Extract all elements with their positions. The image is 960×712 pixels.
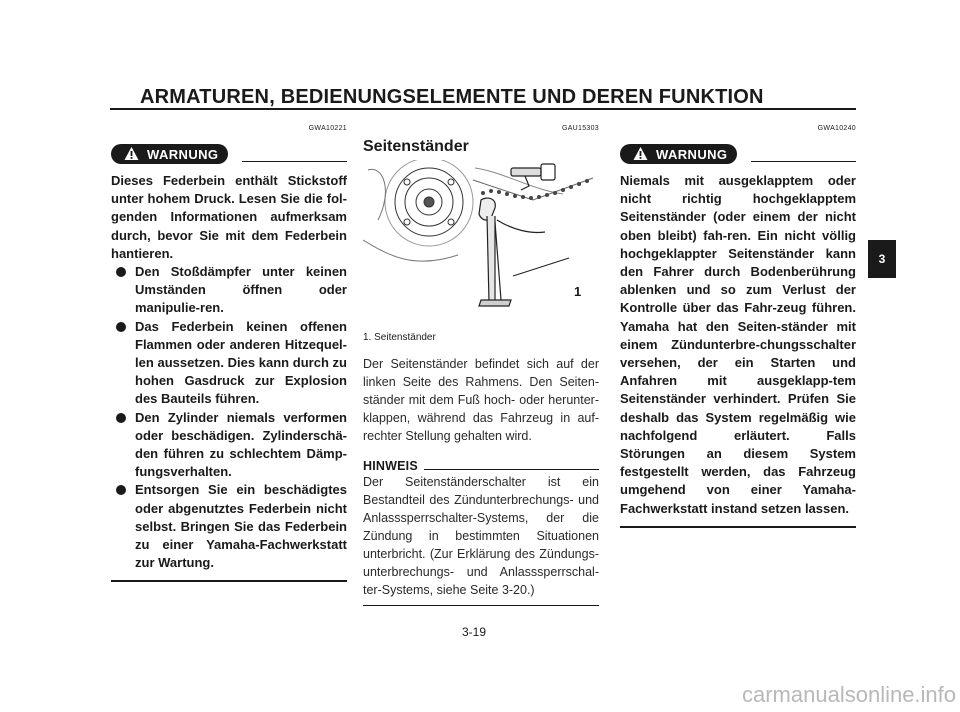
list-item — [111, 409, 347, 482]
warning-triangle-icon — [633, 146, 648, 161]
warning-label: WARNUNG — [147, 146, 219, 162]
list-item-text: Das Federbein keinen offenen Flammen oder anderen Hitzequel-len aussetzen. Dies kann durch zu hohen Gasdruck zur Explosion des Bauteils führen. — [135, 318, 347, 407]
warning-heading — [620, 144, 856, 164]
warning-bullet-list — [111, 263, 347, 572]
list-item-text: Den Stoßdämpfer unter keinen Umständen öffnen oder manipulie-ren. — [135, 264, 347, 316]
list-item — [111, 263, 347, 318]
warning-label: WARNUNG — [656, 146, 728, 162]
section-title: Seitenständer — [363, 138, 469, 155]
warning-end-rule — [620, 526, 856, 528]
note-text: Der Seitenständerschalter ist ein Bestandteil des Zündunterbrechungs- und Anlasssperrschalter-Systems, der die Zündung in bestimmten Situationen unterbricht. (Zur Erklärung des Zündungs-unterbrechungs- und Anlasssperrschal-ter-Systems, siehe Seite 3-20.) — [363, 475, 599, 597]
warning-badge — [111, 144, 228, 164]
warning-heading-rule — [751, 161, 856, 162]
list-item-text: Entsorgen Sie ein beschädigtes oder abgenutztes Federbein nicht selbst. Bringen Sie das Federbein zu einer Yamaha-Fachwerkstatt zur Wartung. — [135, 482, 347, 571]
list-item — [111, 481, 347, 572]
list-item-text: Den Zylinder niemals verformen oder beschädigen. Zylinderschä-den führen zu schlechtem Dämp-fungsverhalten. — [135, 409, 347, 480]
warning-end-rule — [111, 580, 347, 582]
column-left-warning — [111, 124, 347, 582]
bullet-dot-icon — [116, 413, 126, 423]
note-heading — [363, 459, 599, 473]
section-body-text: Der Seitenständer befindet sich auf der linken Seite des Rahmens. Den Seiten-ständer mit dem Fuß hoch- oder herunter-klappen, während das Fahrzeug in auf-rechter Stellung gehalten wird. — [363, 357, 599, 443]
watermark: carmanualsonline.info — [742, 682, 957, 707]
column-middle-side-stand — [363, 124, 599, 606]
page-header-title: ARMATUREN, BEDIENUNGSELEMENTE UND DEREN FUNKTION — [140, 86, 764, 108]
side-stand-illustration — [363, 160, 599, 326]
reference-code: GWA10240 — [817, 125, 856, 132]
list-item — [111, 318, 347, 409]
warning-triangle-icon — [124, 146, 139, 161]
page-number: 3-19 — [462, 625, 487, 639]
warning-heading — [111, 144, 347, 164]
warning-intro-text: Dieses Federbein enthält Stickstoff unter hohem Druck. Lesen Sie die fol-genden Informationen aufmerksam durch, bevor Sie mit dem Federbein hantieren. — [111, 173, 347, 261]
warning-heading-rule — [242, 161, 347, 162]
figure-callout-number: 1 — [574, 284, 582, 299]
warning-badge — [620, 144, 737, 164]
warning-text: Niemals mit ausgeklapptem oder nicht richtig hochgeklapptem Seitenständer (oder einem der nicht oben bleibt) fah-ren. Ein nicht völlig hochgeklappter Seitenständer kann den Fahrer durch Bodenberührung ablenken und so zum Verlust der Kontrolle über das Fahr-zeug führen. Yamaha hat den Seiten-ständer mit einem Zündunterbre-chungsschalter versehen, der ein Starten und Anfahren mit ausgeklapp-tem Seitenständer verhindert. Prüfen Sie deshalb das System regelmäßig wie nachfolgend erläutert. Falls Störungen an diesem System festgestellt werden, das Fahrzeug umgehend von einer Yamaha-Fachwerkstatt instand setzen lassen. — [620, 173, 856, 516]
reference-code: GAU15303 — [561, 125, 599, 132]
header-rule — [110, 108, 856, 110]
note-label: HINWEIS — [363, 459, 418, 473]
bullet-dot-icon — [116, 485, 126, 495]
note-end-rule — [363, 605, 599, 606]
side-stand-figure — [363, 160, 599, 326]
chapter-tab: 3 — [868, 240, 896, 278]
bullet-dot-icon — [116, 267, 126, 277]
figure-caption: 1. Seitenständer — [363, 332, 436, 343]
bullet-dot-icon — [116, 322, 126, 332]
reference-code: GWA10221 — [308, 125, 347, 132]
column-right-warning — [620, 124, 856, 528]
note-heading-rule — [424, 469, 599, 470]
